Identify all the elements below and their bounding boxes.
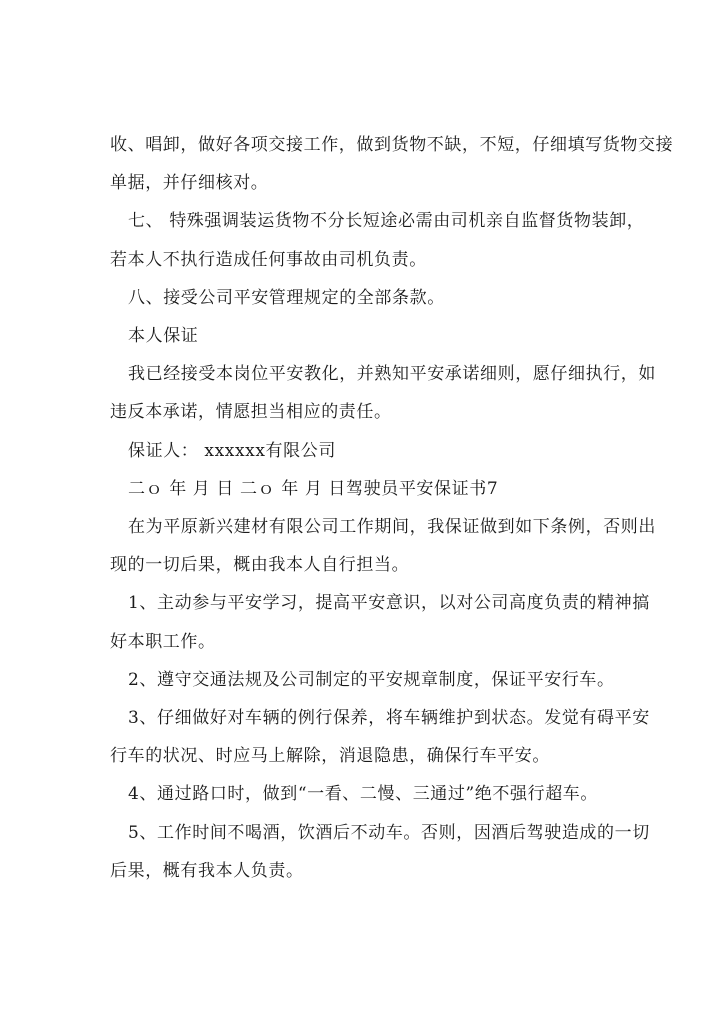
text-line: 单据，并仔细核对。 (110, 173, 269, 194)
text-line: 本人保证 (128, 326, 199, 347)
paragraph-item-7-cont (110, 241, 630, 279)
document-body (110, 126, 674, 890)
text-line: 后果，概有我本人负责。 (110, 860, 304, 881)
paragraph-guarantee (110, 355, 656, 393)
paragraph-intro (110, 508, 656, 546)
text-line: 行车的状况、时应马上解除，消退隐患，确保行车平安。 (110, 746, 550, 767)
text-line: 收、唱卸，做好各项交接工作，做到货物不缺，不短，仔细填写货物交接 (110, 135, 674, 155)
text-line: 八、接受公司平安管理规定的全部条款。 (128, 287, 445, 308)
text-line: 2、遵守交通法规及公司制定的平安规章制度，保证平安行车。 (128, 669, 615, 690)
paragraph-intro-cont (110, 546, 630, 584)
text-line: 违反本承诺，情愿担当相应的责任。 (110, 402, 392, 423)
paragraph-rule-2 (110, 661, 630, 699)
text-line: 我已经接受本岗位平安教化，并熟知平安承诺细则，愿仔细执行，如 (128, 364, 656, 385)
signature-line (110, 432, 630, 470)
text-line: 现的一切后果，概由我本人自行担当。 (110, 555, 410, 576)
paragraph-rule-4 (110, 775, 630, 813)
text-line: 七、 特殊强调装运货物不分长短途必需由司机亲自监督货物装卸， (128, 211, 645, 232)
text-line: 在为平原新兴建材有限公司工作期间，我保证做到如下条例，否则出 (128, 517, 656, 538)
date-title-line (110, 470, 630, 508)
heading-guarantee (110, 317, 630, 355)
paragraph-rule-3 (110, 699, 650, 737)
paragraph-item-7 (110, 202, 645, 240)
paragraph-item-8 (110, 279, 630, 317)
text-line: 二ｏ 年 月 日 二ｏ 年 月 日驾驶员平安保证书7 (128, 478, 499, 499)
paragraph-rule-5 (110, 814, 650, 852)
paragraph-rule-3-cont (110, 737, 630, 775)
text-line: 1、主动参与平安学习，提高平安意识，以对公司高度负责的精神搞 (128, 593, 650, 614)
text-line: 若本人不执行造成任何事故由司机负责。 (110, 249, 427, 270)
text-line: 5、工作时间不喝酒，饮酒后不动车。否则，因酒后驾驶造成的一切 (128, 822, 650, 843)
text-line: 好本职工作。 (110, 631, 216, 652)
paragraph-rule-5-cont (110, 852, 630, 890)
text-line: 4、通过路口时，做到“一看、二慢、三通过”绝不强行超车。 (128, 784, 598, 805)
text-line: 3、仔细做好对车辆的例行保养，将车辆维护到状态。发觉有碍平安 (128, 708, 650, 729)
paragraph-rule-1-cont (110, 623, 630, 661)
paragraph-rule-1 (110, 584, 650, 622)
paragraph-handover (110, 126, 674, 202)
text-line: 保证人： xxxxxx有限公司 (128, 440, 336, 461)
paragraph-guarantee-cont (110, 393, 630, 431)
